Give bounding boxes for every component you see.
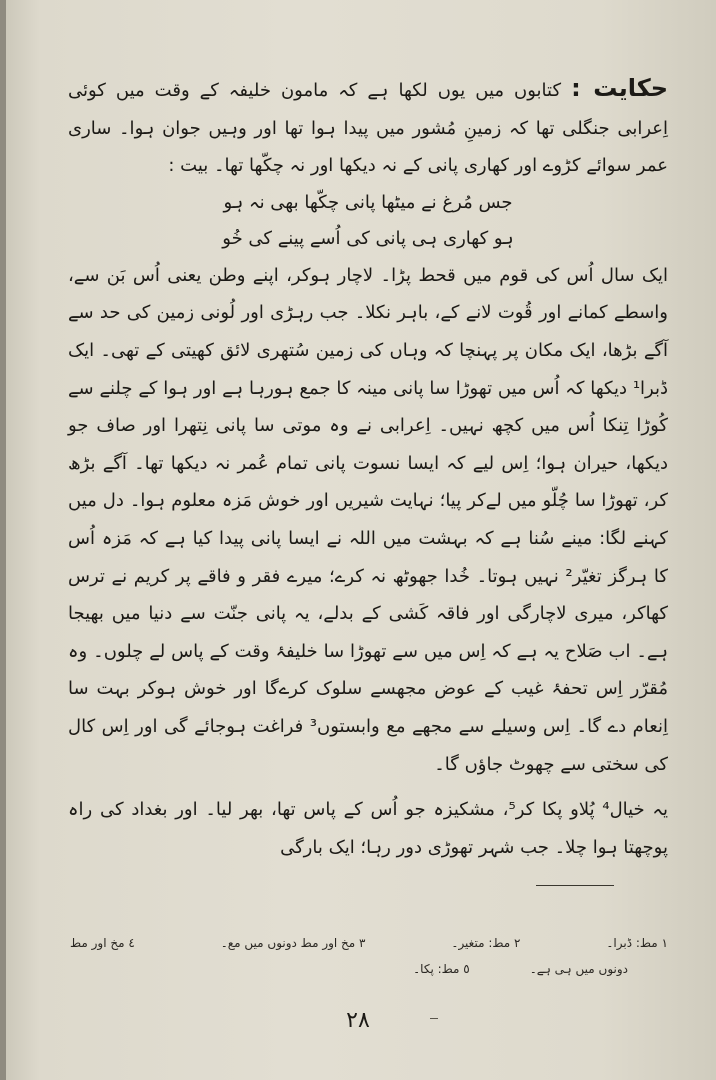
footnote-divider [536, 885, 614, 886]
footnote-3: ٣ مخ اور مط دونوں میں مع۔ [220, 936, 366, 950]
footnote-4: ٤ مخ اور مط [70, 936, 135, 950]
page-number: ٢٨ [346, 1008, 370, 1033]
footnote-1: ١ مط: ڈبرا۔ [606, 936, 668, 950]
intro-paragraph [68, 70, 668, 185]
paragraph-1: ایک سال اُس کی قوم میں قحط پڑا۔ لاچار ہوکر، اپنے وطن یعنی اُس بَن سے، واسطے کمانے اور قُوت لانے کے، باہر نکلا۔ جب رہڑی اور لُونی زمین کی حد سے آگے بڑھا، ایک مکان پر پہنچا کہ وہاں کی زمین سُتھری لائق کھیتی کے تھی۔ ایک ڈبرا¹ دیکھا کہ اُس میں تھوڑا سا پانی مینہ کا جمع ہورہا ہے اور ہوا کے چلنے سے کُوڑا تِنکا اُس میں کچھ نہیں۔ اِعرابی نے وہ موتی سا پانی نِتھرا اور صاف جو دیکھا، حیران ہوا؛ اِس لیے کہ ایسا نسوت پانی تمام عُمر نہ دیکھا تھا۔ آگے بڑھ کر، تھوڑا سا چُلّو میں لےکر پیا؛ نہایت شیریں اور خوش مَزہ معلوم ہوا۔ دل میں کہنے لگا: مینے سُنا ہے کہ بہشت میں اللہ نے ایسا پانی پیدا کیا ہے کہ مَزہ اُس کا ہرگز تغیّر² نہیں ہوتا۔ خُدا جھوٹھ نہ کرے؛ میرے فقر و فاقے پر کریم نے ترس کھاکر، میری لاچارگی اور فاقہ کَشی کے بدلے، یہ پانی جنّت سے دنیا میں بھیجا ہے۔ اب صَلاح یہ ہے کہ اِس میں سے تھوڑا سا خلیفۂ وقت کے پاس لے چلوں۔ وہ مُقرّر اِس تحفۂ غیب کے عوض مجھسے سلوک کرےگا اور خوش ہوکر بہت سا اِنعام دے گا۔ اِس وسیلے سے مجھے مع وابستوں³ فراغت ہوجائے گی اور اِس کال کی سختی سے چھوٹ جاؤں گا۔ [68, 264, 668, 775]
footnote-row-2 [70, 956, 668, 982]
couplet-line-1: جس مُرغ نے میٹھا پانی چکّھا بھی نہ ہو [223, 191, 513, 213]
page-edge-shadow [0, 0, 6, 1080]
paragraph-gap [68, 783, 668, 791]
footnote-2: ٢ مط: متغیر۔ [451, 936, 521, 950]
paragraph-2: یہ خیال⁴ پُلاو پکا کر⁵، مشکیزہ جو اُس کے پاس تھا، بھر لیا۔ اور بغداد کی راہ پوچھتا ہوا چلا۔ جب شہر تھوڑی دور رہا؛ ایک بارگی [68, 799, 668, 858]
footnote-row-1 [70, 930, 668, 956]
story-heading: حکایت : [571, 74, 668, 102]
footnotes [70, 930, 668, 982]
footnote-4-continued: دونوں میں ہی ہے۔ [529, 962, 628, 976]
couplet-line-2: ہو کھاری ہی پانی کی اُسے پینے کی خُو [222, 227, 514, 249]
footnote-5: ٥ مط: پکا۔ [413, 962, 470, 976]
main-text [68, 70, 668, 866]
intro-text: کتابوں میں یوں لکھا ہے کہ مامون خلیفہ کے وقت میں کوئی اِعرابی جنگلی تھا کہ زمینِ مُشور میں پیدا ہوا تھا اور وہیں جوان ہوا۔ ساری عمر سوائے کڑوے اور کھاری پانی کے نہ دیکھا اور نہ چکّھا تھا۔ بیت : [68, 80, 668, 177]
